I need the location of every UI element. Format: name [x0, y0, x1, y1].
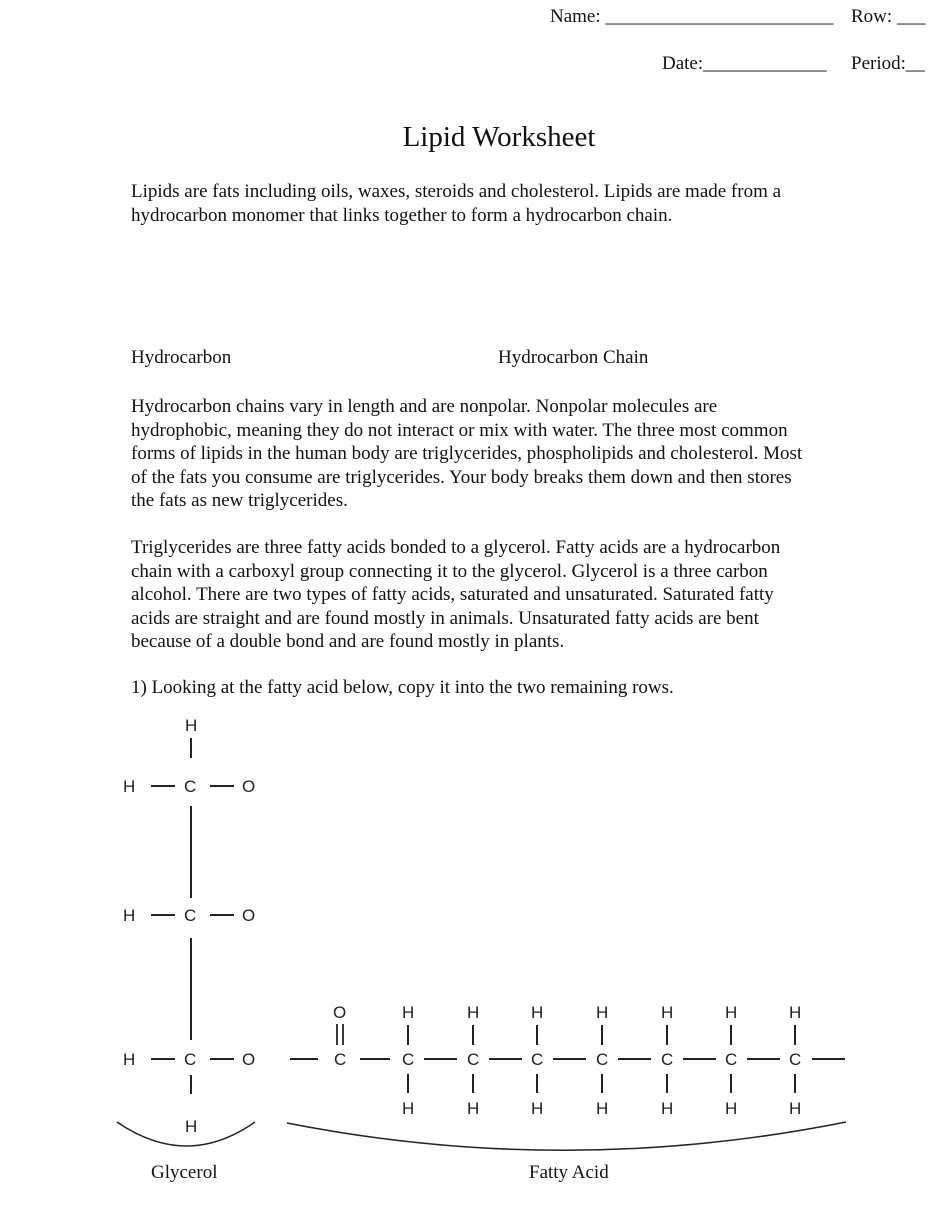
fatty-acid-structure [290, 1003, 845, 1118]
chain-hydrogen: H [531, 1003, 544, 1022]
intro-line: hydrocarbon monomer that links together to form a hydrocarbon chain. [131, 204, 673, 226]
chain-carbon: C [661, 1050, 674, 1069]
glycerol-oxygen: O [242, 906, 256, 925]
paragraph-line: acids are straight and are found mostly in animals. Unsaturated fatty acids are bent [131, 607, 759, 629]
chain-hydrogen: H [725, 1099, 738, 1118]
paragraph-line: the fats as new triglycerides. [131, 490, 348, 511]
paragraph-line: Triglycerides are three fatty acids bonded to a glycerol. Fatty acids are a hydrocarbon [131, 537, 781, 558]
intro-paragraph [131, 180, 861, 227]
chain-hydrogen: H [531, 1099, 544, 1118]
chain-hydrogen: H [402, 1099, 415, 1118]
name-blank[interactable]: ________________________ [605, 6, 834, 27]
chain-hydrogen: H [596, 1003, 609, 1022]
chain-hydrogen: H [467, 1003, 480, 1022]
hydrocarbon-label: Hydrocarbon [131, 347, 232, 368]
date-blank[interactable]: _____________ [703, 53, 827, 74]
fatty-acid-brace [287, 1122, 846, 1150]
carboxyl-carbon: C [334, 1050, 347, 1069]
glycerol-oxygen: O [242, 777, 256, 796]
glycerol-bottom-hydrogen: H [185, 1117, 198, 1136]
row-label: Row: [851, 6, 893, 27]
glycerol-hydrogen: H [123, 777, 136, 796]
chain-hydrogen: H [402, 1003, 415, 1022]
glycerol-carbon: C [184, 906, 197, 925]
chain-carbon: C [725, 1050, 738, 1069]
period-blank[interactable]: __ [905, 53, 925, 74]
glycerol-carbon: C [184, 777, 197, 796]
paragraph-line: of the fats you consume are triglycerides. Your body breaks them down and then stores [131, 466, 792, 488]
hydrocarbon-chain-label: Hydrocarbon Chain [498, 347, 649, 368]
chain-hydrogen: H [596, 1099, 609, 1118]
chain-carbon: C [402, 1050, 415, 1069]
glycerol-carbon: C [184, 1050, 197, 1069]
carbonyl-oxygen: O [333, 1003, 347, 1022]
nonpolar-paragraph [131, 395, 861, 513]
chain-hydrogen: H [467, 1099, 480, 1118]
glycerol-structure [123, 716, 255, 1136]
paragraph-line: hydrophobic, meaning they do not interact or mix with water. The three most common [131, 419, 788, 441]
triglycerides-paragraph [131, 536, 861, 654]
glycerol-top-hydrogen: H [185, 716, 198, 735]
paragraph-line: forms of lipids in the human body are triglycerides, phospholipids and cholesterol. Most [131, 443, 803, 464]
row-blank[interactable]: ___ [896, 6, 926, 27]
name-label: Name: [550, 6, 601, 27]
chain-carbon: C [789, 1050, 802, 1069]
paragraph-line: because of a double bond and are found mostly in plants. [131, 631, 565, 652]
chain-hydrogen: H [725, 1003, 738, 1022]
question-1: 1) Looking at the fatty acid below, copy it into the two remaining rows. [131, 677, 674, 698]
page-title: Lipid Worksheet [402, 121, 596, 153]
glycerol-hydrogen: H [123, 906, 136, 925]
paragraph-line: chain with a carboxyl group connecting it to the glycerol. Glycerol is a three carbon [131, 560, 768, 582]
period-label: Period: [851, 53, 906, 74]
date-label: Date: [662, 53, 704, 74]
period-field[interactable] [851, 53, 925, 75]
glycerol-hydrogen: H [123, 1050, 136, 1069]
row-field[interactable] [851, 6, 925, 28]
date-field[interactable] [662, 53, 827, 75]
glycerol-oxygen: O [242, 1050, 256, 1069]
paragraph-line: Hydrocarbon chains vary in length and are nonpolar. Nonpolar molecules are [131, 396, 718, 417]
chain-carbon: C [596, 1050, 609, 1069]
triglyceride-diagram [0, 700, 934, 1200]
glycerol-label: Glycerol [151, 1162, 218, 1183]
chain-hydrogen: H [661, 1099, 674, 1118]
chain-hydrogen: H [789, 1003, 802, 1022]
chain-carbon: C [467, 1050, 480, 1069]
chain-carbon: C [531, 1050, 544, 1069]
fatty-acid-label: Fatty Acid [529, 1162, 609, 1183]
paragraph-line: alcohol. There are two types of fatty acids, saturated and unsaturated. Saturated fatty [131, 584, 774, 605]
chain-hydrogen: H [661, 1003, 674, 1022]
name-field[interactable] [550, 6, 833, 28]
intro-line: Lipids are fats including oils, waxes, steroids and cholesterol. Lipids are made from a [131, 181, 782, 202]
chain-hydrogen: H [789, 1099, 802, 1118]
